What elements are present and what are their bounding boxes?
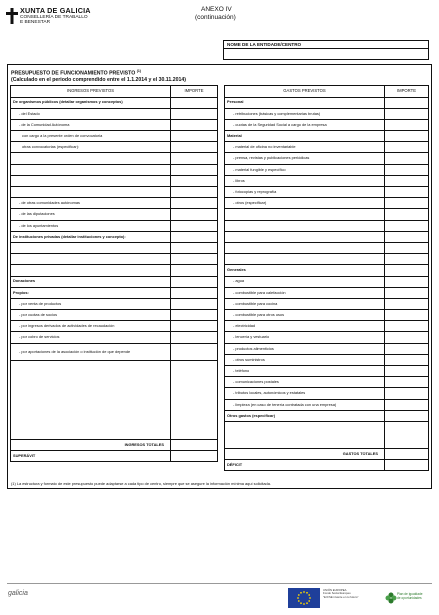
income-row (11, 164, 218, 175)
expenses-row (225, 399, 429, 410)
expenses-amount-field[interactable] (385, 131, 429, 142)
income-amount-field[interactable] (171, 175, 218, 186)
income-amount-header: IMPORTE (171, 86, 218, 98)
income-row-label: - por aportaciones de la asociación o institución de que depende (11, 343, 171, 360)
expenses-amount-field[interactable] (385, 231, 429, 242)
expenses-row (225, 231, 429, 242)
income-row-label: - por venta de productos (11, 298, 171, 309)
income-row-label (11, 242, 171, 253)
income-row-label: - de la Comunidad Autónoma (11, 119, 171, 130)
expenses-amount-field[interactable] (385, 410, 429, 421)
expenses-row-label: - prensa, revistas y publicaciones periódicas (225, 153, 385, 164)
expenses-amount-field[interactable] (385, 153, 429, 164)
expenses-row-label: - cuotas de la Seguridad Social a cargo de la empresa (225, 119, 385, 130)
expenses-row-label: Personal (225, 97, 385, 108)
expenses-amount-field[interactable] (385, 97, 429, 108)
expenses-row (225, 220, 429, 231)
eu-star-icon (300, 602, 302, 604)
income-row (11, 108, 218, 119)
eu-star-icon (306, 602, 308, 604)
expense-amount-header: IMPORTE (385, 86, 429, 98)
entity-name-field[interactable] (226, 49, 426, 58)
expenses-row (225, 119, 429, 130)
budget-frame (7, 64, 432, 489)
income-row (11, 287, 218, 298)
org-name: XUNTA DE GALICIA (20, 6, 91, 15)
xunta-emblem-icon (6, 8, 18, 24)
expenses-row (225, 321, 429, 332)
expenses-row-label: - fotocopias y reprografía (225, 187, 385, 198)
galicia-logo: galicia (8, 590, 28, 597)
expenses-amount-field[interactable] (385, 399, 429, 410)
expenses-row-label: - otros (especificar) (225, 198, 385, 209)
expenses-amount-field[interactable] (385, 187, 429, 198)
expenses-row (225, 377, 429, 388)
income-row (11, 198, 218, 209)
income-row (11, 153, 218, 164)
expenses-row-label: - libros (225, 175, 385, 186)
eu-star-icon (303, 603, 305, 605)
expenses-amount-field[interactable] (385, 448, 429, 459)
income-row-label: SUPERÁVIT (11, 450, 171, 461)
expenses-row-label: DÉFICIT (225, 460, 385, 471)
expenses-row-label: - electricidad (225, 321, 385, 332)
expenses-amount-field[interactable] (385, 265, 429, 276)
eu-star-icon (308, 594, 310, 596)
eu-star-icon (297, 597, 299, 599)
income-row (11, 131, 218, 142)
income-row-label: INGRESOS TOTALES (11, 439, 171, 450)
expenses-amount-field[interactable] (385, 332, 429, 343)
income-row (11, 175, 218, 186)
income-row-label: - de otras comunidades autónomas (11, 198, 171, 209)
expenses-row-label: - comunicaciones postales (225, 377, 385, 388)
expenses-row-label: - combustible para cocina (225, 298, 385, 309)
expenses-row (225, 354, 429, 365)
income-amount-field[interactable] (171, 265, 218, 276)
income-row-label: - de las diputaciones (11, 209, 171, 220)
income-row-label: Propios: (11, 287, 171, 298)
expenses-row-label: - teléfono (225, 366, 385, 377)
eu-star-icon (300, 592, 302, 594)
income-amount-field[interactable] (171, 332, 218, 343)
income-row (11, 220, 218, 231)
eu-star-icon (298, 600, 300, 602)
expenses-row (225, 265, 429, 276)
income-row-label: - por ingresos derivados de actividades de recaudación (11, 321, 171, 332)
xunta-logo (6, 6, 91, 30)
income-amount-field[interactable] (171, 231, 218, 242)
income-row-label (11, 164, 171, 175)
expenses-amount-field[interactable] (385, 164, 429, 175)
expenses-row (225, 131, 429, 142)
expenses-amount-field[interactable] (385, 460, 429, 471)
annex-title: ANEXO IV (continuación) (195, 6, 236, 21)
entity-name-label: NOME DE LA ENTIDADE/CENTRO (227, 42, 302, 47)
expenses-amount-field[interactable] (385, 366, 429, 377)
expenses-amount-field[interactable] (385, 108, 429, 119)
expenses-row (225, 388, 429, 399)
expenses-amount-field[interactable] (385, 377, 429, 388)
income-amount-field[interactable] (171, 310, 218, 321)
expenses-row (225, 366, 429, 377)
income-amount-field[interactable] (171, 131, 218, 142)
income-row (11, 231, 218, 242)
income-row (11, 360, 218, 439)
expenses-amount-field[interactable] (385, 220, 429, 231)
entity-name-box (223, 40, 429, 60)
table-header-row (11, 86, 218, 98)
income-amount-field[interactable] (171, 276, 218, 287)
eu-star-icon (303, 591, 305, 593)
expenses-row (225, 448, 429, 459)
income-row (11, 119, 218, 130)
income-row-label (11, 187, 171, 198)
income-amount-field[interactable] (171, 119, 218, 130)
expenses-row-label: - otros suministros (225, 354, 385, 365)
expense-header: GASTOS PREVISTOS (225, 86, 385, 98)
income-row (11, 142, 218, 153)
expenses-row-label: - lencería y vestuario (225, 332, 385, 343)
expenses-row-label: Otros gastos (especificar) (225, 410, 385, 421)
expenses-row-label: - material fungible y específico (225, 164, 385, 175)
income-row (11, 439, 218, 450)
income-row (11, 187, 218, 198)
expenses-amount-field[interactable] (385, 354, 429, 365)
income-amount-field[interactable] (171, 153, 218, 164)
income-amount-field[interactable] (171, 242, 218, 253)
income-row (11, 254, 218, 265)
expenses-row-label: - combustible para calefacción (225, 287, 385, 298)
income-row (11, 242, 218, 253)
expenses-amount-field[interactable] (385, 287, 429, 298)
expenses-row-label: Material (225, 131, 385, 142)
expenses-row-label: - limpieza (en caso de tenería contratada con una empresa) (225, 399, 385, 410)
expenses-row-label (225, 231, 385, 242)
expenses-amount-field[interactable] (385, 209, 429, 220)
income-row (11, 97, 218, 108)
expenses-row-label: - retribuciones (básicas y complementarias brutas) (225, 108, 385, 119)
expenses-row-label (225, 254, 385, 265)
income-amount-field[interactable] (171, 220, 218, 231)
income-amount-field[interactable] (171, 343, 218, 360)
income-amount-field[interactable] (171, 164, 218, 175)
income-row-label (11, 360, 171, 439)
income-amount-field[interactable] (171, 108, 218, 119)
expenses-amount-field[interactable] (385, 276, 429, 287)
expenses-row-label (225, 421, 385, 448)
expenses-row-label (225, 242, 385, 253)
expenses-row-label: - agua (225, 276, 385, 287)
income-row-label: - de los ayuntamientos (11, 220, 171, 231)
expenses-row-label: Generales (225, 265, 385, 276)
expenses-row (225, 310, 429, 321)
table-header-row (225, 86, 429, 98)
expenses-row-label: - material de oficina no inventariable (225, 142, 385, 153)
expenses-row (225, 175, 429, 186)
expenses-amount-field[interactable] (385, 119, 429, 130)
expenses-row (225, 108, 429, 119)
income-row (11, 265, 218, 276)
expenses-row (225, 209, 429, 220)
expenses-row-label: - productos alimenticios (225, 343, 385, 354)
income-row-label: De instituciones privadas (detallar instituciones y concepto): (11, 231, 171, 242)
expenses-amount-field[interactable] (385, 254, 429, 265)
income-row-label: - del Estado (11, 108, 171, 119)
expenses-row (225, 164, 429, 175)
expenses-row-label (225, 220, 385, 231)
expenses-amount-field[interactable] (385, 242, 429, 253)
expenses-amount-field[interactable] (385, 142, 429, 153)
eu-star-icon (309, 597, 311, 599)
income-row-label (11, 254, 171, 265)
expenses-row (225, 153, 429, 164)
income-header: INGRESOS PREVISTOS (11, 86, 171, 98)
income-row (11, 209, 218, 220)
expenses-amount-field[interactable] (385, 388, 429, 399)
income-amount-field[interactable] (171, 209, 218, 220)
expenses-row (225, 298, 429, 309)
department-name: CONSELLERÍA DE TRABALLO E BENESTAR (20, 15, 88, 26)
expenses-row (225, 460, 429, 471)
income-row-label: con cargo a la presente orden de convocatoria (11, 131, 171, 142)
expenses-row (225, 198, 429, 209)
expenses-row-label (225, 209, 385, 220)
income-amount-field[interactable] (171, 450, 218, 461)
expenses-row (225, 142, 429, 153)
expenses-row (225, 187, 429, 198)
expenses-row (225, 97, 429, 108)
eu-flag-icon (288, 588, 320, 608)
income-row-label: otras convocatorias (especificar): (11, 142, 171, 153)
eu-star-icon (298, 594, 300, 596)
income-row-label: Donaciones (11, 276, 171, 287)
expenses-row (225, 242, 429, 253)
income-amount-field[interactable] (171, 360, 218, 439)
expenses-amount-field[interactable] (385, 310, 429, 321)
eu-star-icon (306, 592, 308, 594)
income-row (11, 450, 218, 461)
income-amount-field[interactable] (171, 321, 218, 332)
expenses-row (225, 343, 429, 354)
expenses-amount-field[interactable] (385, 198, 429, 209)
income-amount-field[interactable] (171, 254, 218, 265)
expenses-amount-field[interactable] (385, 175, 429, 186)
income-row-label (11, 153, 171, 164)
income-amount-field[interactable] (171, 298, 218, 309)
income-row (11, 343, 218, 360)
expenses-row (225, 276, 429, 287)
income-row-label: - por cuotas de socios (11, 310, 171, 321)
expenses-row (225, 410, 429, 421)
expenses-row (225, 254, 429, 265)
income-amount-field[interactable] (171, 287, 218, 298)
income-amount-field[interactable] (171, 439, 218, 450)
income-row-label (11, 265, 171, 276)
equality-plan-logo: Plan de igualdade de oportunidades (385, 589, 430, 607)
income-amount-field[interactable] (171, 187, 218, 198)
income-amount-field[interactable] (171, 198, 218, 209)
expense-table (224, 85, 429, 471)
expenses-row-label: - combustible para otros usos (225, 310, 385, 321)
expenses-amount-field[interactable] (385, 421, 429, 448)
eu-fund-text: UNIÓN EUROPEA Fondo Social Europeo "El FSE invierte en tu futuro" (323, 588, 359, 599)
income-amount-field[interactable] (171, 142, 218, 153)
income-row (11, 276, 218, 287)
income-row-label (11, 175, 171, 186)
expenses-row-label: GASTOS TOTALES (225, 448, 385, 459)
income-row (11, 298, 218, 309)
income-row-label: De organismos públicos (detallar organismos y conceptos) (11, 97, 171, 108)
expenses-row (225, 287, 429, 298)
flower-icon (385, 591, 397, 605)
expenses-amount-field[interactable] (385, 321, 429, 332)
income-row (11, 332, 218, 343)
footnote: (1) La estructura y formato de este presupuesto puede adaptarse a cada tipo de centro, siempre que se asegure la información mínima aquí solicitada. (11, 481, 271, 486)
eu-star-icon (308, 600, 310, 602)
income-row (11, 321, 218, 332)
income-row-label: - por cobro de servicios (11, 332, 171, 343)
expenses-row (225, 332, 429, 343)
income-amount-field[interactable] (171, 97, 218, 108)
expenses-row-label: - tributos locales, autonómicos y estatales (225, 388, 385, 399)
budget-title: PRESUPUESTO DE FUNCIONAMIENTO PREVISTO $^{(1)}$ (Calculado en el periodo comprendido entre el 1.1.2014 y el 30.11.2014) (11, 69, 187, 83)
expenses-amount-field[interactable] (385, 343, 429, 354)
expenses-amount-field[interactable] (385, 298, 429, 309)
income-row (11, 310, 218, 321)
income-table (10, 85, 218, 462)
expenses-row (225, 421, 429, 448)
